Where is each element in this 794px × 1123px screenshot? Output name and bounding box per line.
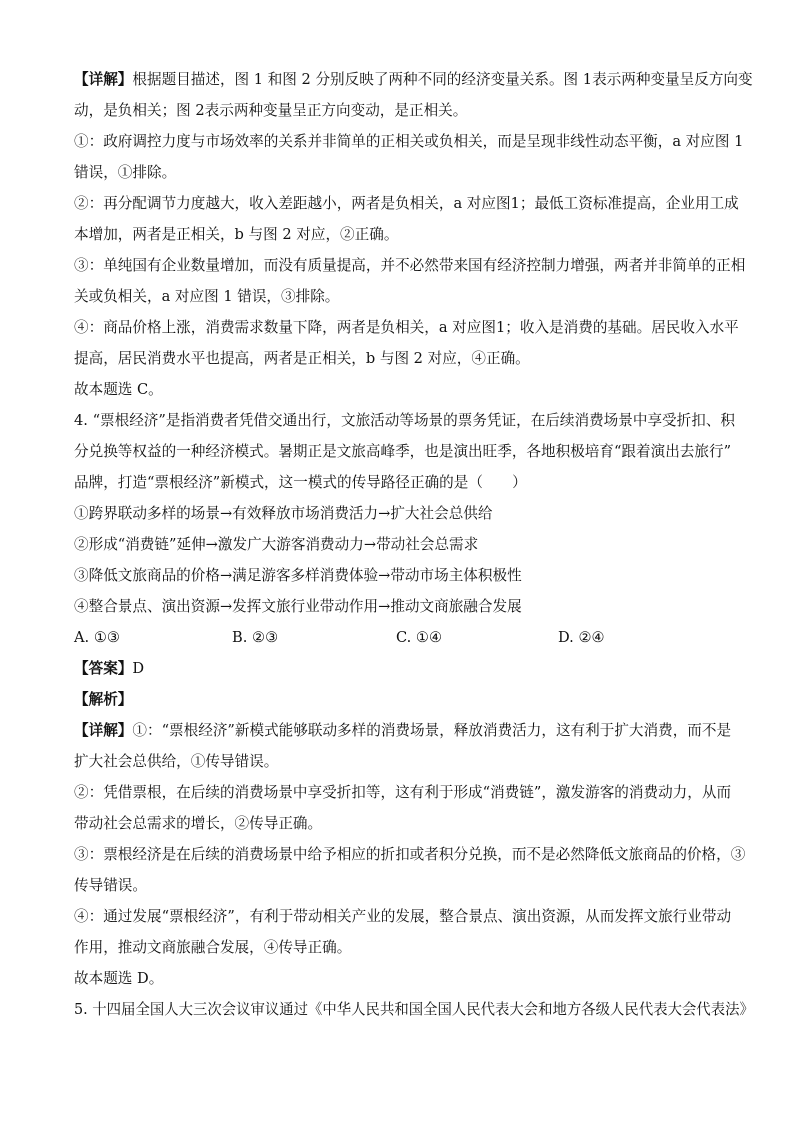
q3-detail-line-1 (74, 70, 753, 90)
q4-detail-1-line-2: 扩大社会总供给，①传导错误。 (74, 753, 279, 770)
q4-option-a: A. ①③ (74, 629, 120, 646)
q3-point-3-line-1: ③：单纯国有企业数量增加，而没有质量提高，并不必然带来国有经济控制力增强，两者并非简单的正相 (74, 257, 746, 274)
q3-point-1-line-1: ①：政府调控力度与市场效率的关系并非简单的正相关或负相关，而是呈现非线性动态平衡，a 对应图 1 (74, 133, 744, 150)
q4-item-1: ①跨界联动多样的场景→有效释放市场消费活力→扩大社会总供给 (74, 505, 493, 522)
q4-answer-line (74, 659, 144, 679)
q4-detail-2-line-1: ②：凭借票根，在后续的消费场景中享受折扣等，这有利于形成“消费链”，激发游客的消费动力，从而 (74, 784, 732, 801)
q4-detail-2-line-2: 带动社会总需求的增长，②传导正确。 (74, 815, 323, 832)
q4-answer-value: D (132, 660, 145, 677)
q4-item-3: ③降低文旅商品的价格→满足游客多样消费体验→带动市场主体积极性 (74, 567, 522, 584)
q3-point-2-line-1: ②：再分配调节力度越大，收入差距越小，两者是负相关，a 对应图1；最低工资标准提高，企业用工成 (74, 195, 739, 212)
q3-point-3-line-2: 关或负相关，a 对应图 1 错误，③排除。 (74, 288, 340, 305)
q4-stem-line-3: 品牌，打造“票根经济”新模式，这一模式的传导路径正确的是（ ） (74, 474, 527, 491)
q3-detail-line-2: 动，是负相关；图 2表示两种变量呈正方向变动，是正相关。 (74, 102, 468, 119)
detail-label: 【详解】 (74, 71, 133, 88)
q3-point-1-line-2: 错误，①排除。 (74, 164, 177, 181)
q3-point-4-line-1: ④：商品价格上涨，消费需求数量下降，两者是负相关，a 对应图1；收入是消费的基础。居民收入水平 (74, 319, 739, 336)
analysis-label: 【解析】 (74, 691, 133, 708)
q3-point-2-line-2: 本增加，两者是正相关，b 与图 2 对应，②正确。 (74, 226, 399, 243)
q4-analysis-label (74, 690, 132, 710)
q4-detail-text-1: ①：“票根经济”新模式能够联动多样的消费场景，释放消费活力，这有利于扩大消费，而不是 (132, 722, 732, 739)
q4-detail-3-line-2: 传导错误。 (74, 877, 147, 894)
q4-stem-line-2: 分兑换等权益的一种经济模式。暑期正是文旅高峰季，也是演出旺季，各地积极培育“跟着演出去旅行” (74, 443, 732, 460)
detail-label: 【详解】 (74, 722, 133, 739)
q4-detail-4-line-2: 作用，推动文商旅融合发展，④传导正确。 (74, 939, 352, 956)
q4-option-d: D. ②④ (558, 629, 605, 646)
q4-stem-line-1: 4. “票根经济”是指消费者凭借交通出行，文旅活动等场景的票务凭证，在后续消费场景中享受折扣、积 (74, 412, 736, 429)
answer-label: 【答案】 (74, 660, 133, 677)
q4-detail-3-line-1: ③：票根经济是在后续的消费场景中给予相应的折扣或者积分兑换，而不是必然降低文旅商品的价格，③ (74, 846, 746, 863)
q4-item-2: ②形成“消费链”延伸→激发广大游客消费动力→带动社会总需求 (74, 536, 479, 553)
q3-conclusion: 故本题选 C。 (74, 381, 163, 398)
q4-option-b: B. ②③ (232, 629, 279, 646)
q4-item-4: ④整合景点、演出资源→发挥文旅行业带动作用→推动文商旅融合发展 (74, 598, 522, 615)
q4-detail-line-1 (74, 721, 731, 741)
q4-option-c: C. ①④ (396, 629, 443, 646)
q4-conclusion: 故本题选 D。 (74, 970, 164, 987)
q3-point-4-line-2: 提高，居民消费水平也提高，两者是正相关，b 与图 2 对应，④正确。 (74, 350, 530, 367)
q4-detail-4-line-1: ④：通过发展“票根经济”，有利于带动相关产业的发展，整合景点、演出资源，从而发挥文旅行业带动 (74, 908, 732, 925)
q3-detail-text-1: 根据题目描述，图 1 和图 2 分别反映了两种不同的经济变量关系。图 1表示两种变量呈反方向变 (132, 71, 753, 88)
q5-stem-line-1: 5. 十四届全国人大三次会议审议通过《中华人民共和国全国人民代表大会和地方各级人民代表大会代表法》 (74, 1001, 754, 1018)
